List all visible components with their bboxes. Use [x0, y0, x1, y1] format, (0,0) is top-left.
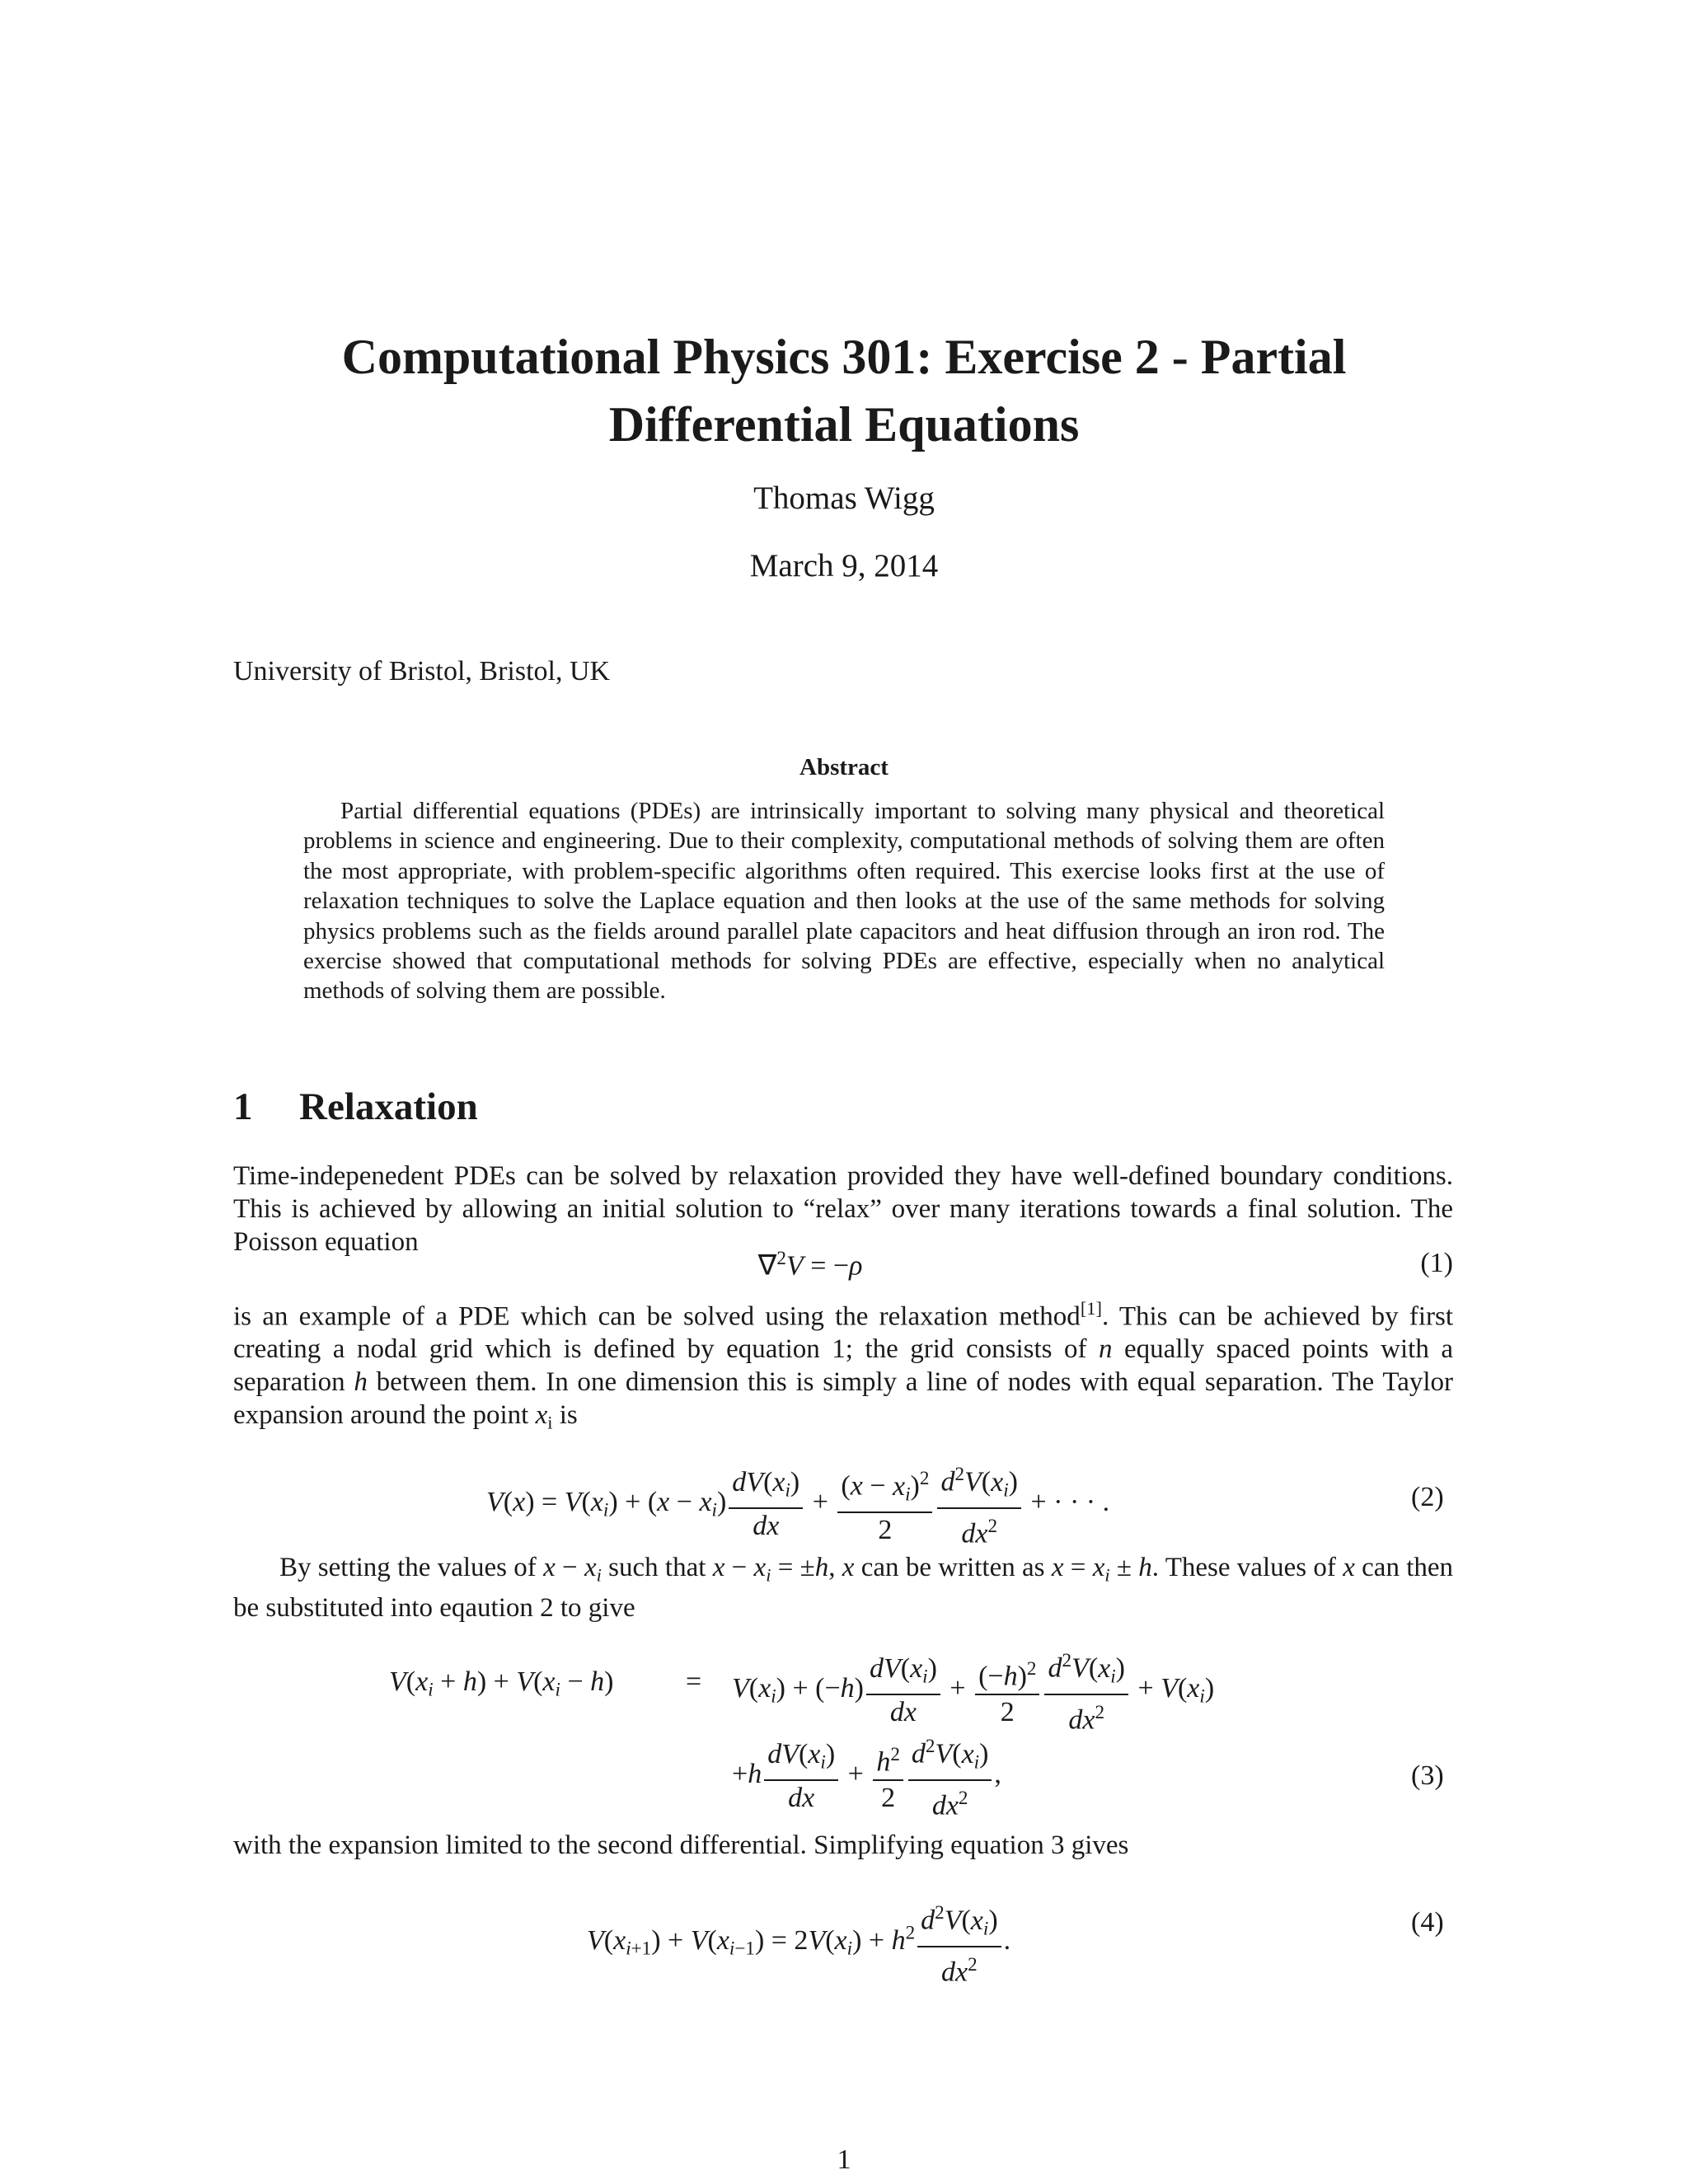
paragraph-substitution: By setting the values of $x - x_i$ such that $x - x_i = \pm h$, x can be written as $x = x_i \pm h$. These values of x can then be substituted into eqaution 2 to give [233, 1553, 1454, 1624]
paragraph-poisson-relaxation: is an example of a PDE which can be solved using the relaxation method[1]. This can be achieved by first creating a nodal grid which is defined by equation 1; the grid consists of n equally spaced points with a separation h between them. In one dimension this is simply a line of nodes with equal separation. The Taylor expansion around the point $x_i$ is [233, 1298, 1453, 1433]
equation-4-body: $V(x_{i+1}) + V(x_{i-1}) = 2V(x_i) + h^2$ $\frac{d^2V(x_i)}{dx^2}$ . [587, 1897, 1010, 1989]
paragraph-simplify: with the expansion limited to the second differential. Simplifying equation 3 gives [233, 1830, 1129, 1860]
equation-1-body: ∇$^2$V = −ρ [757, 1248, 863, 1282]
paper-title-line-2: Differential Equations [608, 397, 1080, 452]
section-title: Relaxation [299, 1085, 478, 1128]
paper-title-line-1: Computational Physics 301: Exercise 2 - Partial [341, 330, 1347, 384]
publication-date: March 9, 2014 [749, 548, 939, 583]
p3-text-e: can then be substituted into eqaution 2 to give [233, 1553, 1454, 1624]
p3-text-c: can be written as [860, 1553, 1045, 1582]
equation-3-rhs-line-1: $V(x_i) + (-h)$ $\frac{dV(x_i)}{dx}$ + $\frac{(-h)^2}{2}$ $\frac{d^2V(x_i)}{dx^2}$ + $V(x_i)$ [732, 1645, 1214, 1736]
equation-4-number: (4) [1411, 1907, 1444, 1938]
section-number: 1 [233, 1085, 253, 1128]
paragraph-relaxation-intro: Time-indepenedent PDEs can be solved by relaxation provided they have well-defined boundary conditions. This is achieved by allowing an initial solution to “relax” over many iterations towards a final solution. The Poisson equation [233, 1161, 1453, 1257]
equation-1 [233, 1248, 1453, 1289]
equation-3-rhs-line-2: +h $\frac{dV(x_i)}{dx}$ + $\frac{h^2}{2}$ $\frac{d^2V(x_i)}{dx^2}$ , [732, 1731, 1001, 1822]
citation-1: [1] [1080, 1298, 1102, 1319]
equation-1-number: (1) [1420, 1248, 1453, 1278]
p3-text-d: . These values of [1151, 1553, 1336, 1582]
equation-2-body: $V(x) = V(x_i) + (x - x_i)$ $\frac{dV(x_i)}{dx}$ + $\frac{(x - x_i)^2}{2}$ $\frac{d^2V(x_i)}{dx^2}$ + · · · . [486, 1459, 1109, 1550]
p2-text-b: . This can be achieved by first creating a nodal grid which is defined by equation 1; the grid consists of [233, 1301, 1453, 1365]
p2-text-d: between them. In one dimension this is simply a line of nodes with equal separation. The Taylor expansion around the point [233, 1367, 1453, 1431]
equation-3-lhs: $V(x_i + h) + V(x_i - h)$ [389, 1666, 614, 1701]
p2-text-c: equally spaced points with a separation [233, 1334, 1453, 1398]
equation-2-number: (2) [1411, 1482, 1444, 1512]
p3-text-b: such that [608, 1553, 706, 1582]
p2-text-e: is [559, 1400, 578, 1431]
abstract-text: Partial differential equations (PDEs) are intrinsically important to solving many physical and theoretical problems in science and engineering. Due to their complexity, computational methods of solving them are often the most appropriate, with problem-specific algorithms often required. This exercise looks first at the use of relaxation techniques to solve the Laplace equation and then looks at the use of the same methods for solving physics problems such as the fields around parallel plate capacitors and heat diffusion through an iron rod. The exercise showed that computational methods for solving PDEs are effective, especially when no analytical methods of solving them are possible. [303, 798, 1385, 1005]
paper-title [0, 323, 1688, 458]
equation-3-equals: = [686, 1666, 702, 1697]
equation-3-number: (3) [1411, 1760, 1444, 1791]
section-heading-relaxation [233, 1085, 478, 1129]
p3-text-a: By setting the values of [279, 1553, 537, 1582]
author-name: Thomas Wigg [753, 480, 935, 516]
p2-text-a: is an example of a PDE which can be solved using the relaxation method [233, 1301, 1081, 1332]
page-number: 1 [837, 2144, 851, 2175]
abstract-heading: Abstract [799, 754, 889, 780]
affiliation: University of Bristol, Bristol, UK [233, 656, 611, 687]
